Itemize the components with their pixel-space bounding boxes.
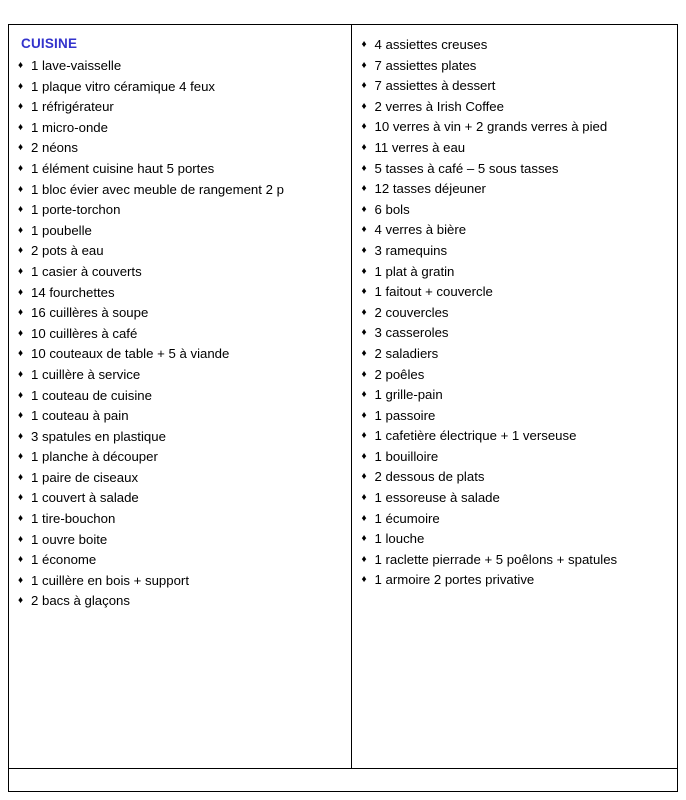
diamond-bullet-icon: ♦ (361, 162, 367, 174)
list-item (17, 262, 343, 283)
diamond-bullet-icon: ♦ (361, 224, 367, 236)
diamond-bullet-icon: ♦ (18, 595, 24, 607)
list-item (360, 303, 669, 324)
diamond-bullet-icon: ♦ (361, 141, 367, 153)
list-item (17, 550, 343, 571)
list-item-label: 1 louche (374, 531, 425, 547)
list-item (360, 323, 669, 344)
list-item (17, 159, 343, 180)
list-item (17, 591, 343, 612)
list-item-label: 1 porte-torchon (31, 202, 121, 218)
list-item (17, 509, 343, 530)
diamond-bullet-icon: ♦ (361, 327, 367, 339)
diamond-bullet-icon: ♦ (18, 265, 24, 277)
list-item (360, 406, 669, 427)
diamond-bullet-icon: ♦ (361, 244, 367, 256)
list-item-label: 1 planche à découper (31, 449, 158, 465)
list-item-label: 1 passoire (374, 407, 436, 423)
diamond-bullet-icon: ♦ (18, 554, 24, 566)
list-item-label: 6 bols (374, 201, 410, 217)
list-item-label: 1 tire-bouchon (31, 511, 116, 527)
list-item-label: 3 spatules en plastique (31, 428, 166, 444)
list-item-label: 7 assiettes à dessert (374, 78, 496, 94)
diamond-bullet-icon: ♦ (18, 183, 24, 195)
diamond-bullet-icon: ♦ (18, 286, 24, 298)
list-item (17, 56, 343, 77)
list-item (17, 571, 343, 592)
diamond-bullet-icon: ♦ (18, 451, 24, 463)
diamond-bullet-icon: ♦ (18, 224, 24, 236)
list-item (17, 488, 343, 509)
list-item (360, 447, 669, 468)
list-item (360, 159, 669, 180)
diamond-bullet-icon: ♦ (361, 471, 367, 483)
list-item-label: 1 réfrigérateur (31, 99, 114, 115)
list-item (17, 221, 343, 242)
list-item-label: 1 poubelle (31, 222, 92, 238)
diamond-bullet-icon: ♦ (18, 204, 24, 216)
list-item-label: 1 couvert à salade (31, 490, 139, 506)
list-item (360, 97, 669, 118)
list-item (360, 509, 669, 530)
list-item (360, 220, 669, 241)
list-item-label: 2 pots à eau (31, 243, 104, 259)
diamond-bullet-icon: ♦ (361, 512, 367, 524)
list-item (17, 180, 343, 201)
list-item (360, 179, 669, 200)
diamond-bullet-icon: ♦ (361, 368, 367, 380)
list-item-label: 1 faitout + couvercle (374, 284, 493, 300)
diamond-bullet-icon: ♦ (18, 245, 24, 257)
diamond-bullet-icon: ♦ (361, 409, 367, 421)
diamond-bullet-icon: ♦ (361, 450, 367, 462)
list-item-label: 1 ouvre boite (31, 531, 108, 547)
diamond-bullet-icon: ♦ (18, 80, 24, 92)
diamond-bullet-icon: ♦ (18, 574, 24, 586)
diamond-bullet-icon: ♦ (18, 389, 24, 401)
diamond-bullet-icon: ♦ (361, 59, 367, 71)
list-item-label: 1 écumoire (374, 510, 440, 526)
diamond-bullet-icon: ♦ (361, 574, 367, 586)
list-item-label: 1 cuillère à service (31, 366, 141, 382)
list-item-label: 1 plat à gratin (374, 263, 455, 279)
diamond-bullet-icon: ♦ (18, 327, 24, 339)
list-item-label: 1 essoreuse à salade (374, 490, 500, 506)
diamond-bullet-icon: ♦ (18, 142, 24, 154)
list-item (360, 488, 669, 509)
list-item (360, 35, 669, 56)
list-item-label: 2 verres à Irish Coffee (374, 98, 504, 114)
list-item (360, 426, 669, 447)
diamond-bullet-icon: ♦ (361, 80, 367, 92)
inventory-column-left (9, 25, 352, 768)
list-item (360, 529, 669, 550)
list-item (17, 406, 343, 427)
list-item (360, 262, 669, 283)
list-item-label: 4 verres à bière (374, 222, 467, 238)
inventory-list-right (360, 35, 669, 591)
list-item-label: 2 couvercles (374, 304, 449, 320)
list-item-label: 10 cuillères à café (31, 325, 138, 341)
list-item-label: 1 économe (31, 552, 97, 568)
list-item-label: 2 saladiers (374, 345, 439, 361)
diamond-bullet-icon: ♦ (18, 533, 24, 545)
section-title-cuisine: CUISINE (21, 36, 78, 51)
list-item-label: 5 tasses à café – 5 sous tasses (374, 160, 559, 176)
diamond-bullet-icon: ♦ (361, 121, 367, 133)
list-item-label: 1 plaque vitro céramique 4 feux (31, 78, 216, 94)
list-item-label: 1 couteau de cuisine (31, 387, 152, 403)
list-item-label: 10 verres à vin + 2 grands verres à pied (374, 119, 608, 135)
list-item (360, 282, 669, 303)
list-item (17, 468, 343, 489)
diamond-bullet-icon: ♦ (18, 162, 24, 174)
list-item-label: 12 tasses déjeuner (374, 181, 486, 197)
list-item (360, 385, 669, 406)
list-item-label: 1 bloc évier avec meuble de rangement 2 p (31, 181, 284, 197)
list-item-label: 4 assiettes creuses (374, 37, 488, 52)
list-item (360, 365, 669, 386)
list-item (17, 283, 343, 304)
diamond-bullet-icon: ♦ (361, 553, 367, 565)
diamond-bullet-icon: ♦ (361, 492, 367, 504)
diamond-bullet-icon: ♦ (18, 410, 24, 422)
inventory-list-left (17, 56, 343, 612)
list-item-label: 1 paire de ciseaux (31, 469, 139, 485)
diamond-bullet-icon: ♦ (361, 306, 367, 318)
list-item-label: 2 dessous de plats (374, 469, 485, 485)
list-item (360, 117, 669, 138)
diamond-bullet-icon: ♦ (18, 492, 24, 504)
list-item (17, 200, 343, 221)
diamond-bullet-icon: ♦ (18, 471, 24, 483)
list-item (360, 570, 669, 591)
list-item-label: 11 verres à eau (374, 139, 466, 155)
list-item (17, 365, 343, 386)
list-item-label: 1 cuillère en bois + support (31, 572, 189, 588)
list-item-label: 3 ramequins (374, 242, 448, 258)
list-item (17, 530, 343, 551)
diamond-bullet-icon: ♦ (18, 121, 24, 133)
diamond-bullet-icon: ♦ (18, 430, 24, 442)
list-item-label: 3 casseroles (374, 325, 449, 341)
list-item (17, 386, 343, 407)
list-item-label: 1 élément cuisine haut 5 portes (31, 160, 215, 176)
diamond-bullet-icon: ♦ (361, 100, 367, 112)
diamond-bullet-icon: ♦ (361, 183, 367, 195)
list-item-label: 2 néons (31, 140, 78, 156)
list-item (360, 138, 669, 159)
list-item (360, 200, 669, 221)
list-item-label: 1 couteau à pain (31, 408, 129, 424)
list-item-label: 1 grille-pain (374, 387, 443, 403)
list-item (17, 324, 343, 345)
diamond-bullet-icon: ♦ (361, 286, 367, 298)
list-item (17, 138, 343, 159)
list-item-label: 1 raclette pierrade + 5 poêlons + spatules (374, 551, 618, 567)
list-item (360, 467, 669, 488)
list-item (360, 344, 669, 365)
diamond-bullet-icon: ♦ (361, 389, 367, 401)
diamond-bullet-icon: ♦ (18, 348, 24, 360)
list-item-label: 14 fourchettes (31, 284, 115, 300)
list-item-label: 1 cafetière électrique + 1 verseuse (374, 428, 577, 444)
diamond-bullet-icon: ♦ (18, 101, 24, 113)
list-item-label: 10 couteaux de table + 5 à viande (31, 346, 230, 362)
list-item (17, 97, 343, 118)
list-item (17, 427, 343, 448)
table-footer-row (8, 769, 678, 792)
list-item (17, 344, 343, 365)
list-item-label: 2 bacs à glaçons (31, 593, 130, 609)
diamond-bullet-icon: ♦ (361, 347, 367, 359)
diamond-bullet-icon: ♦ (18, 60, 24, 71)
diamond-bullet-icon: ♦ (361, 430, 367, 442)
diamond-bullet-icon: ♦ (18, 368, 24, 380)
list-item (360, 550, 669, 571)
list-item-label: 7 assiettes plates (374, 57, 477, 73)
list-item-label: 1 casier à couverts (31, 263, 142, 279)
diamond-bullet-icon: ♦ (18, 307, 24, 319)
diamond-bullet-icon: ♦ (361, 265, 367, 277)
list-item (360, 76, 669, 97)
list-item-label: 1 lave-vaisselle (31, 58, 122, 73)
list-item-label: 1 micro-onde (31, 119, 108, 135)
list-item-label: 2 poêles (374, 366, 425, 382)
inventory-table (8, 24, 678, 769)
list-item (360, 56, 669, 77)
inventory-column-right (352, 25, 677, 768)
list-item-label: 1 armoire 2 portes privative (374, 572, 535, 588)
list-item (17, 118, 343, 139)
list-item-label: 16 cuillères à soupe (31, 305, 149, 321)
list-item (360, 241, 669, 262)
list-item-label: 1 bouilloire (374, 448, 439, 464)
diamond-bullet-icon: ♦ (361, 39, 367, 50)
list-item (17, 447, 343, 468)
list-item (17, 303, 343, 324)
list-item (17, 77, 343, 98)
diamond-bullet-icon: ♦ (361, 533, 367, 545)
list-item (17, 241, 343, 262)
diamond-bullet-icon: ♦ (361, 203, 367, 215)
diamond-bullet-icon: ♦ (18, 513, 24, 525)
